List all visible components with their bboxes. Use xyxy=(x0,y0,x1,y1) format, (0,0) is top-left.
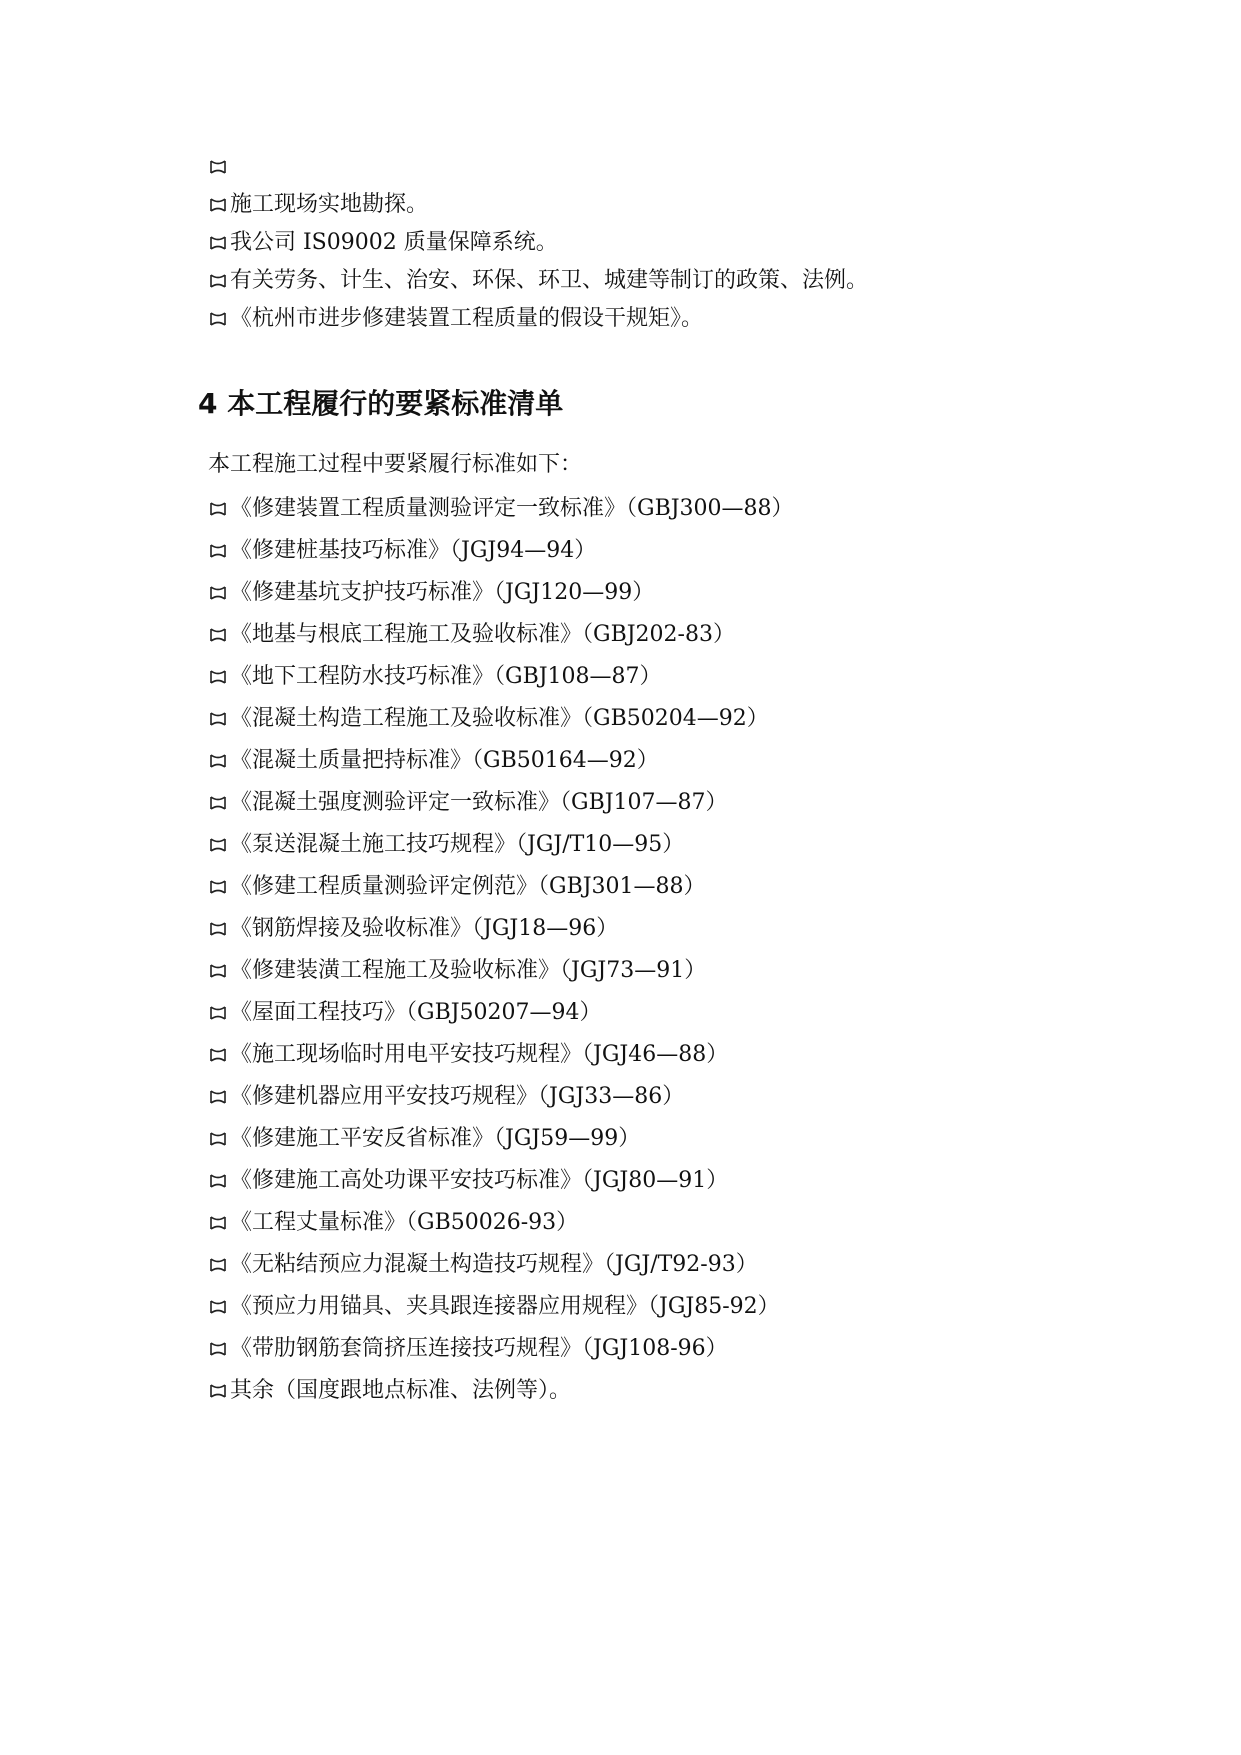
list-item xyxy=(208,950,1108,992)
list-item xyxy=(208,908,1108,950)
list-item-text: 《修建施工平安反省标准》（JGJ59—99） xyxy=(230,1126,641,1151)
list-item-text: 《带肋钢筋套筒挤压连接技巧规程》（JGJ108-96） xyxy=(230,1336,728,1361)
list-item-text: 《混凝土强度测验评定一致标准》（GBJ107—87） xyxy=(230,790,728,815)
bullet-icon xyxy=(208,157,228,177)
bullet-icon xyxy=(208,583,228,603)
bullet-icon xyxy=(208,499,228,519)
list-item-text: 其余（国度跟地点标准、法例等）。 xyxy=(230,1378,572,1403)
list-item xyxy=(208,186,1108,224)
bullet-icon xyxy=(208,271,228,291)
list-item-text: 《无粘结预应力混凝土构造技巧规程》（JGJ/T92-93） xyxy=(230,1252,758,1277)
list-item-text: 《预应力用锚具、夹具跟连接器应用规程》（JGJ85-92） xyxy=(230,1294,780,1319)
list-item-text: 《修建装置工程质量测验评定一致标准》（GBJ300—88） xyxy=(230,496,794,521)
list-item xyxy=(208,782,1108,824)
list-item xyxy=(208,740,1108,782)
list-item-text: 《修建装潢工程施工及验收标准》（JGJ73—91） xyxy=(230,958,707,983)
list-item xyxy=(208,1328,1108,1370)
list-item-text: 《修建工程质量测验评定例范》（GBJ301—88） xyxy=(230,874,706,899)
list-item xyxy=(208,866,1108,908)
list-item-text: 有关劳务、计生、治安、环保、环卫、城建等制订的政策、法例。 xyxy=(230,268,869,293)
bullet-icon xyxy=(208,541,228,561)
bullet-icon xyxy=(208,1045,228,1065)
list-item xyxy=(208,1118,1108,1160)
section-intro: 本工程施工过程中要紧履行标准如下： xyxy=(208,452,583,477)
bullet-icon xyxy=(208,751,228,771)
list-item xyxy=(208,300,1108,338)
list-item xyxy=(208,992,1108,1034)
list-item xyxy=(208,1160,1108,1202)
list-item-text: 《修建桩基技巧标准》（JGJ94—94） xyxy=(230,538,597,563)
bullet-icon xyxy=(208,309,228,329)
bullet-icon xyxy=(208,835,228,855)
list-item xyxy=(208,698,1108,740)
bullet-icon xyxy=(208,877,228,897)
bullet-icon xyxy=(208,625,228,645)
bullet-icon xyxy=(208,1003,228,1023)
bullet-icon xyxy=(208,793,228,813)
list-item-text: 《钢筋焊接及验收标准》（JGJ18—96） xyxy=(230,916,619,941)
list-item-text: 《工程丈量标准》（GB50026-93） xyxy=(230,1210,579,1235)
list-item-text: 《修建施工高处功课平安技巧标准》（JGJ80—91） xyxy=(230,1168,729,1193)
list-item-text: 《杭州市进步修建装置工程质量的假设干规矩》。 xyxy=(230,306,704,331)
basis-list xyxy=(208,148,1108,338)
bullet-icon xyxy=(208,667,228,687)
list-item xyxy=(208,1286,1108,1328)
list-item-text: 《修建机器应用平安技巧规程》（JGJ33—86） xyxy=(230,1084,685,1109)
list-item-text: 《施工现场临时用电平安技巧规程》（JGJ46—88） xyxy=(230,1042,729,1067)
list-item-text: 《地基与根底工程施工及验收标准》（GBJ202-83） xyxy=(230,622,735,647)
bullet-icon xyxy=(208,1339,228,1359)
list-item-text: 《混凝土质量把持标准》（GB50164—92） xyxy=(230,748,659,773)
list-item-text: 《修建基坑支护技巧标准》（JGJ120—99） xyxy=(230,580,655,605)
list-item-text: 《泵送混凝土施工技巧规程》（JGJ/T10—95） xyxy=(230,832,685,857)
bullet-icon xyxy=(208,1171,228,1191)
list-item xyxy=(208,1202,1108,1244)
list-item xyxy=(208,1370,1108,1412)
bullet-icon xyxy=(208,919,228,939)
list-item xyxy=(208,824,1108,866)
list-item xyxy=(208,148,1108,186)
list-item xyxy=(208,572,1108,614)
bullet-icon xyxy=(208,961,228,981)
bullet-icon xyxy=(208,1381,228,1401)
list-item xyxy=(208,1244,1108,1286)
list-item xyxy=(208,262,1108,300)
list-item-text: 《混凝土构造工程施工及验收标准》（GB50204—92） xyxy=(230,706,769,731)
list-item-text: 《地下工程防水技巧标准》（GBJ108—87） xyxy=(230,664,662,689)
list-item xyxy=(208,614,1108,656)
list-item xyxy=(208,224,1108,262)
bullet-icon xyxy=(208,1297,228,1317)
list-item-text: 我公司 IS09002 质量保障系统。 xyxy=(230,230,558,255)
list-item xyxy=(208,488,1108,530)
bullet-icon xyxy=(208,233,228,253)
list-item xyxy=(208,656,1108,698)
list-item xyxy=(208,1034,1108,1076)
list-item-text: 施工现场实地勘探。 xyxy=(230,192,429,217)
bullet-icon xyxy=(208,1213,228,1233)
standards-list xyxy=(208,488,1108,1412)
section-heading: 4 本工程履行的要紧标准清单 xyxy=(198,387,564,420)
list-item xyxy=(208,530,1108,572)
bullet-icon xyxy=(208,195,228,215)
bullet-icon xyxy=(208,709,228,729)
bullet-icon xyxy=(208,1129,228,1149)
list-item xyxy=(208,1076,1108,1118)
bullet-icon xyxy=(208,1255,228,1275)
list-item-text: 《屋面工程技巧》（GBJ50207—94） xyxy=(230,1000,602,1025)
bullet-icon xyxy=(208,1087,228,1107)
